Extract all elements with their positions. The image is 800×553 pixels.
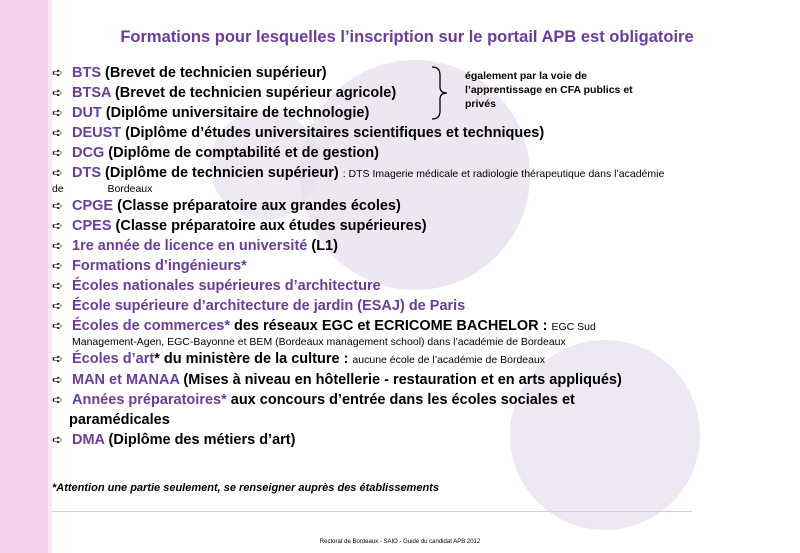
arrow-icon: ➪ bbox=[52, 351, 63, 366]
list-item-cpge bbox=[52, 196, 792, 216]
item-desc: (Diplôme de comptabilité et de gestion) bbox=[104, 145, 379, 161]
list-item-dma bbox=[52, 430, 792, 450]
arrow-icon: ➪ bbox=[52, 165, 63, 180]
page-title: Formations pour lesquelles l’inscription sur le portail APB est obligatoire bbox=[120, 28, 694, 46]
arrow-icon: ➪ bbox=[52, 392, 63, 407]
item-abbr: Écoles de commerces* bbox=[72, 318, 230, 334]
item-desc: (Diplôme de technicien supérieur) bbox=[101, 165, 343, 181]
apprenticeship-note: également par la voie de l’apprentissage en CFA publics et privés bbox=[465, 70, 633, 110]
list-item-dut bbox=[52, 103, 792, 123]
item-abbr: BTSA bbox=[72, 85, 111, 101]
footnote: *Attention une partie seulement, se renseigner auprès des établissements bbox=[52, 482, 439, 494]
item-desc: (Mises à niveau en hôtellerie - restauration et en arts appliqués) bbox=[179, 372, 622, 388]
divider bbox=[52, 511, 692, 512]
item-desc: (Classe préparatoire aux études supérieures) bbox=[111, 218, 427, 234]
item-desc: (Brevet de technicien supérieur agricole) bbox=[110, 85, 397, 101]
item-note-continued: de Bordeaux bbox=[52, 183, 153, 195]
item-desc: (Diplôme des métiers d’art) bbox=[104, 432, 296, 448]
left-pink-stripe bbox=[0, 0, 48, 553]
item-abbr: MAN et MANAA bbox=[72, 372, 180, 388]
item-abbr: DCG bbox=[72, 145, 105, 161]
item-abbr: BTS bbox=[72, 65, 101, 81]
item-note-continued: Management-Agen, EGC-Bayonne et BEM (Bordeaux management school) dans l’académie de Bordeaux bbox=[72, 336, 566, 348]
arrow-icon: ➪ bbox=[52, 318, 63, 333]
list-item-ingenieurs bbox=[52, 256, 792, 276]
item-desc: (L1) bbox=[307, 238, 338, 254]
list-item-art bbox=[52, 349, 792, 370]
item-abbr: CPGE bbox=[72, 198, 114, 214]
arrow-icon: ➪ bbox=[52, 65, 63, 80]
item-desc: (Diplôme universitaire de technologie) bbox=[101, 105, 370, 121]
item-abbr: DTS bbox=[72, 165, 101, 181]
item-abbr: 1re année de licence en université bbox=[72, 238, 308, 254]
item-desc-continued: paramédicales bbox=[69, 412, 170, 428]
item-abbr: Écoles nationales supérieures d’architecture bbox=[72, 278, 381, 294]
formation-list bbox=[52, 63, 792, 450]
item-note: aucune école de l’académie de Bordeaux bbox=[352, 354, 546, 366]
list-item-commerce bbox=[52, 316, 792, 349]
item-abbr: Années préparatoires* bbox=[72, 392, 227, 408]
arrow-icon: ➪ bbox=[52, 258, 63, 273]
list-item-preparatoires bbox=[52, 390, 792, 430]
item-abbr: École supérieure d’architecture de jardin (ESAJ) de Paris bbox=[72, 298, 466, 314]
arrow-icon: ➪ bbox=[52, 218, 63, 233]
item-abbr: DUT bbox=[72, 105, 102, 121]
item-note: : DTS Imagerie médicale et radiologie thérapeutique dans l’académie bbox=[342, 168, 665, 180]
page-footer: Rectorat de Bordeaux - SAIO - Guide du candidat APB 2012 bbox=[319, 539, 481, 545]
arrow-icon: ➪ bbox=[52, 372, 63, 387]
arrow-icon: ➪ bbox=[52, 432, 63, 447]
item-note: EGC Sud bbox=[551, 321, 596, 333]
arrow-icon: ➪ bbox=[52, 145, 63, 160]
item-desc: (Brevet de technicien supérieur) bbox=[101, 65, 327, 81]
item-abbr: DMA bbox=[72, 432, 105, 448]
item-desc: * du ministère de la culture : bbox=[154, 351, 353, 367]
list-item-licence bbox=[52, 236, 792, 256]
arrow-icon: ➪ bbox=[52, 125, 63, 140]
arrow-icon: ➪ bbox=[52, 298, 63, 313]
list-item-architecture bbox=[52, 276, 792, 296]
item-desc: (Classe préparatoire aux grandes écoles) bbox=[113, 198, 401, 214]
item-desc: des réseaux EGC et ECRICOME BACHELOR : bbox=[229, 318, 552, 334]
arrow-icon: ➪ bbox=[52, 238, 63, 253]
item-abbr: Écoles d’art bbox=[72, 351, 155, 367]
list-item-man bbox=[52, 370, 792, 390]
item-desc: (Diplôme d’études universitaires scientifiques et techniques) bbox=[121, 125, 545, 141]
list-item-cpes bbox=[52, 216, 792, 236]
list-item-dcg bbox=[52, 143, 792, 163]
list-item-dts bbox=[52, 163, 792, 196]
list-item-deust bbox=[52, 123, 792, 143]
arrow-icon: ➪ bbox=[52, 85, 63, 100]
list-item-bts bbox=[52, 63, 792, 83]
item-abbr: CPES bbox=[72, 218, 112, 234]
right-brace-icon bbox=[430, 65, 450, 121]
arrow-icon: ➪ bbox=[52, 198, 63, 213]
item-desc: aux concours d’entrée dans les écoles sociales et bbox=[226, 392, 575, 408]
item-abbr: Formations d’ingénieurs* bbox=[72, 258, 247, 274]
list-item-esaj bbox=[52, 296, 792, 316]
item-abbr: DEUST bbox=[72, 125, 122, 141]
arrow-icon: ➪ bbox=[52, 278, 63, 293]
list-item-btsa bbox=[52, 83, 792, 103]
arrow-icon: ➪ bbox=[52, 105, 63, 120]
